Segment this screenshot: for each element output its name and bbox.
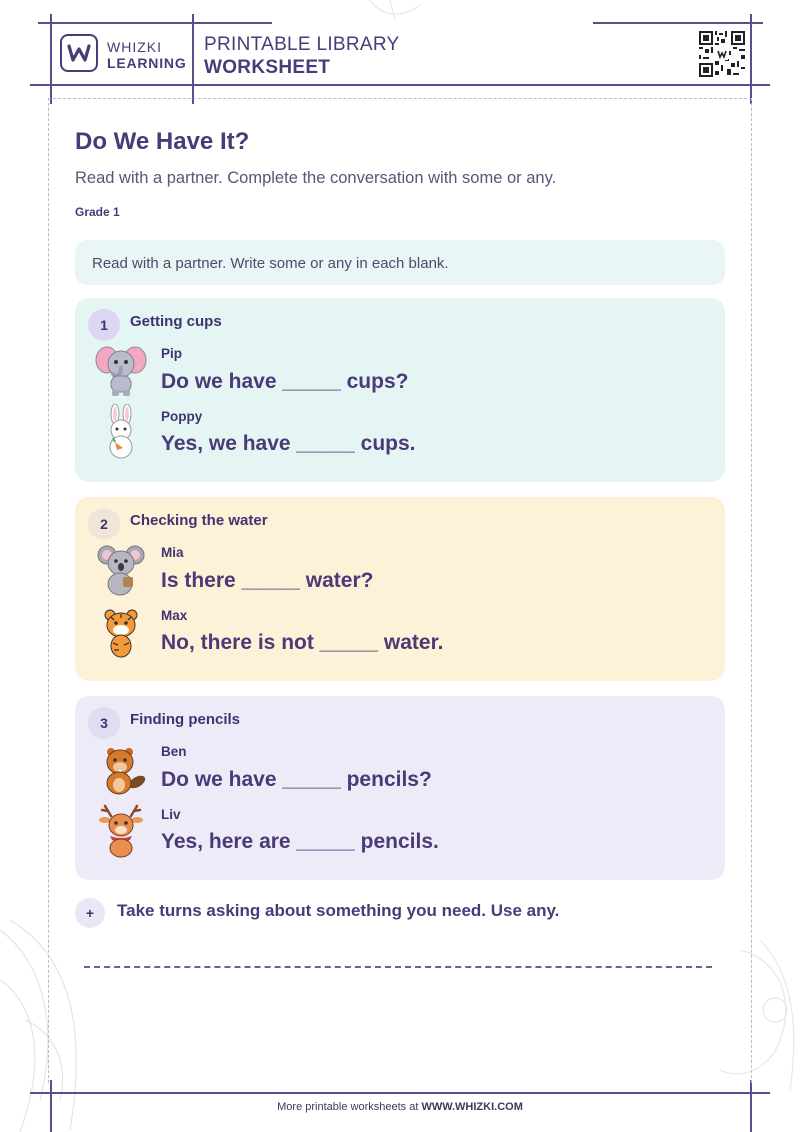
header-library: PRINTABLE LIBRARY xyxy=(204,34,400,55)
section-title: Getting cups xyxy=(130,313,222,330)
brand-name-top: WHIZKI xyxy=(107,39,162,55)
header-rule xyxy=(593,22,763,24)
brand-name-bottom: LEARNING xyxy=(107,55,187,71)
answer-line[interactable] xyxy=(84,966,712,968)
header-rule xyxy=(50,14,52,104)
worksheet-subtitle: Read with a partner. Complete the conversation with some or any. xyxy=(75,169,557,187)
footer xyxy=(0,1101,800,1113)
background-doodle xyxy=(360,0,430,30)
speaker-name: Mia xyxy=(161,545,184,560)
dialogue-line: Is there _____ water? xyxy=(161,569,374,592)
section-title: Checking the water xyxy=(130,512,268,529)
whizki-logo xyxy=(60,34,98,72)
speaker-name: Ben xyxy=(161,744,187,759)
rabbit-icon xyxy=(93,404,149,460)
speaker-name: Liv xyxy=(161,807,181,822)
dialogue-line: No, there is not _____ water. xyxy=(161,631,444,654)
dialogue-line: Do we have _____ pencils? xyxy=(161,768,432,791)
elephant-icon xyxy=(93,342,149,398)
dialogue-line: Yes, here are _____ pencils. xyxy=(161,830,439,853)
tiger-icon xyxy=(93,603,149,659)
section-number-badge: 3 xyxy=(88,707,120,739)
beaver-icon xyxy=(93,740,149,796)
header-rule xyxy=(750,14,752,104)
logo-w-icon xyxy=(67,43,91,63)
section-title: Finding pencils xyxy=(130,711,241,728)
speaker-name: Pip xyxy=(161,346,183,361)
section-card-2 xyxy=(75,497,725,681)
grade-label: Grade 1 xyxy=(75,205,120,219)
header-rule xyxy=(38,22,272,24)
footer-link[interactable]: WWW.WHIZKI.COM xyxy=(421,1101,523,1113)
speaker-name: Poppy xyxy=(161,409,203,424)
header-rule xyxy=(192,14,194,104)
worksheet-title: Do We Have It? xyxy=(75,128,250,155)
footer-text: More printable worksheets at xyxy=(277,1101,422,1113)
footer-rule xyxy=(30,1092,770,1094)
header-rule xyxy=(30,84,770,86)
section-card-3 xyxy=(75,696,725,880)
section-number-badge: 1 xyxy=(88,309,120,341)
instructions-box: Read with a partner. Write some or any in each blank. xyxy=(75,240,725,285)
koala-icon xyxy=(93,541,149,597)
dialogue-line: Do we have _____ cups? xyxy=(161,370,409,393)
dialogue-line: Yes, we have _____ cups. xyxy=(161,432,416,455)
qr-code-icon xyxy=(697,29,747,79)
extension-badge: + xyxy=(75,898,105,928)
speaker-name: Max xyxy=(161,608,188,623)
section-number-badge: 2 xyxy=(88,508,120,540)
deer-icon xyxy=(93,802,149,858)
header-worksheet: WORKSHEET xyxy=(204,57,331,78)
extension-prompt: Take turns asking about something you need. Use any. xyxy=(117,901,560,920)
section-card-1 xyxy=(75,298,725,482)
